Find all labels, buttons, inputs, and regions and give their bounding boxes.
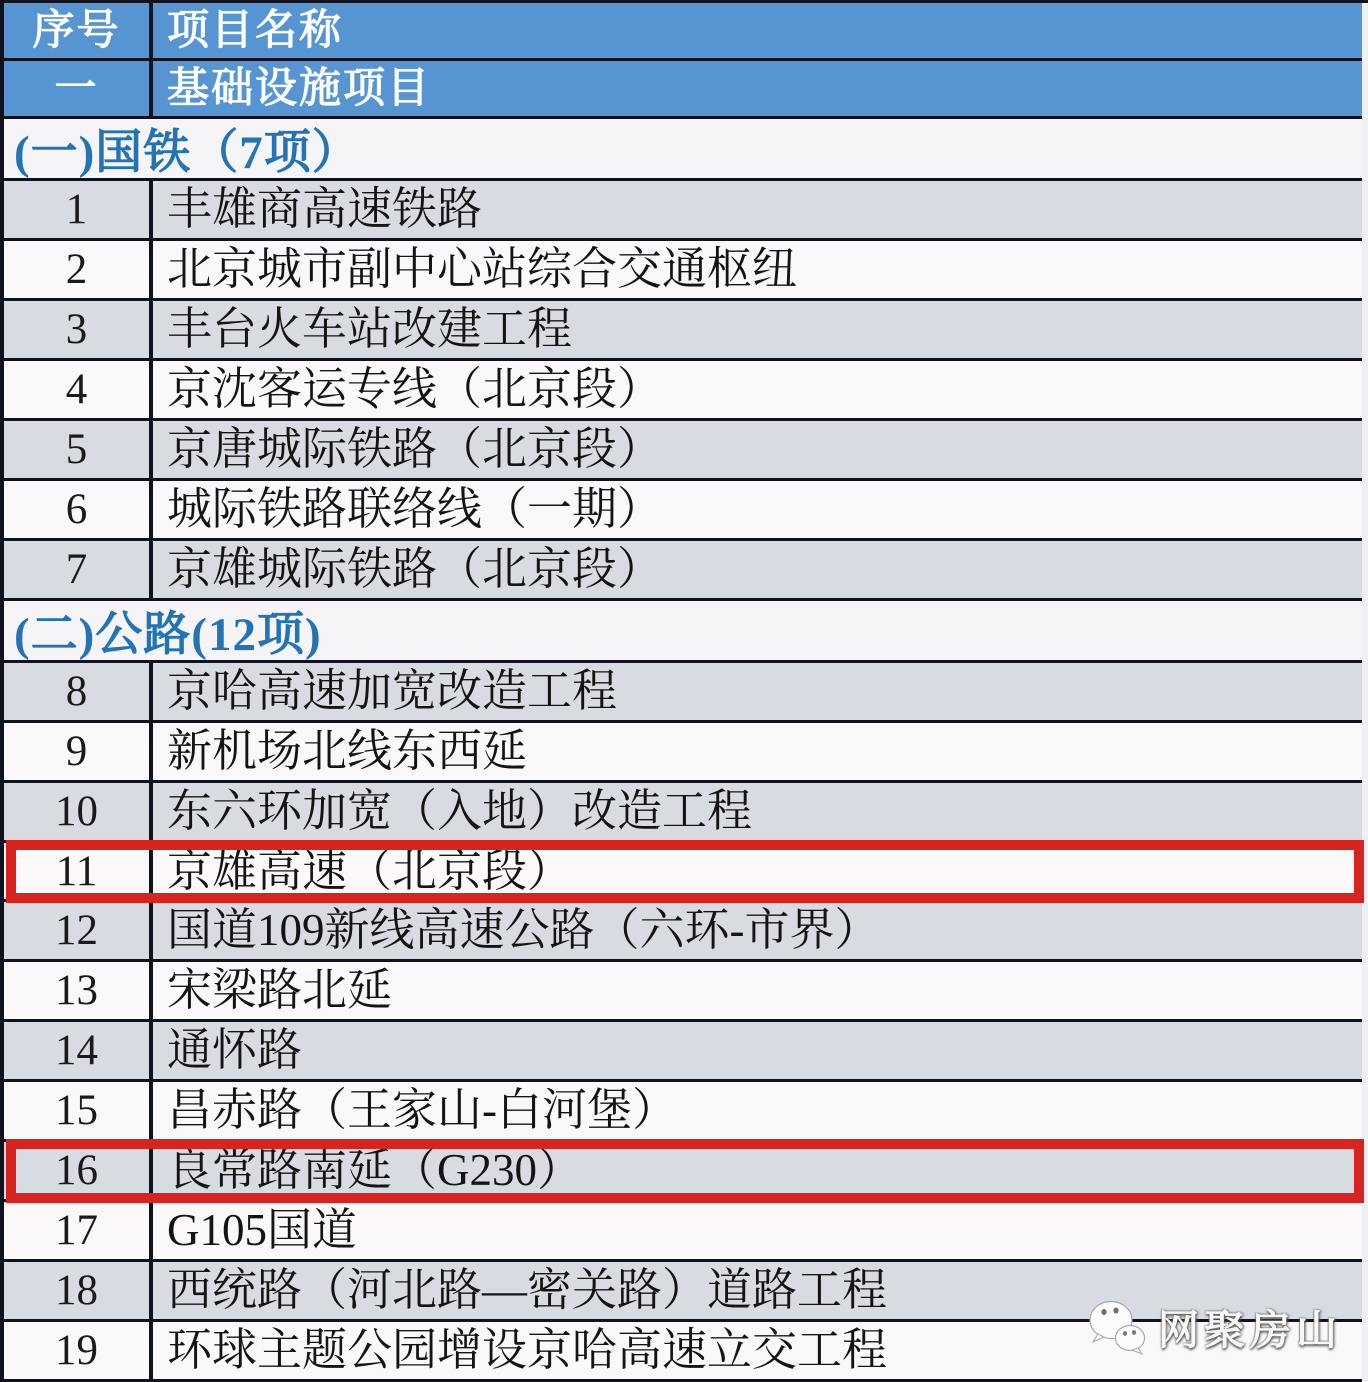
row-number: 5 [4, 421, 153, 478]
row-project-name: 昌赤路（王家山-白河堡） [153, 1082, 1362, 1139]
watermark-text: 网聚房山 [1158, 1307, 1342, 1353]
row-number: 19 [4, 1322, 153, 1379]
row-project-name: 东六环加宽（入地）改造工程 [153, 783, 1362, 840]
category-number: 一 [4, 61, 153, 116]
section-title: (一)国铁（7项） [14, 127, 360, 179]
table-row [0, 301, 1362, 361]
section-title: (二)公路(12项) [14, 608, 322, 661]
row-number: 9 [4, 723, 153, 780]
row-project-name: 良常路南延（G230） [153, 1142, 1362, 1199]
table-row [0, 481, 1362, 541]
table-row [0, 902, 1362, 962]
row-number: 17 [4, 1202, 153, 1259]
row-project-name: 西统路（河北路—密关路）道路工程 [153, 1262, 1362, 1319]
category-row [0, 61, 1362, 119]
row-project-name: 丰雄商高速铁路 [153, 181, 1362, 238]
table-row [0, 1082, 1362, 1142]
row-project-name: 国道109新线高速公路（六环-市界） [153, 902, 1362, 959]
table-row [0, 241, 1362, 301]
table-body [0, 119, 1368, 1382]
row-project-name: 通怀路 [153, 1022, 1362, 1079]
table-header-row [0, 3, 1362, 61]
category-name: 基础设施项目 [153, 61, 1362, 116]
row-project-name: 丰台火车站改建工程 [153, 301, 1362, 358]
section-header [0, 601, 1362, 663]
row-project-name: 宋梁路北延 [153, 962, 1362, 1019]
row-project-name: 环球主题公园增设京哈高速立交工程 [153, 1322, 1362, 1379]
row-project-name: 京雄城际铁路（北京段） [153, 541, 1362, 598]
row-project-name: 京唐城际铁路（北京段） [153, 421, 1362, 478]
table-row [0, 843, 1362, 903]
row-number: 2 [4, 241, 153, 298]
row-number: 14 [4, 1022, 153, 1079]
row-number: 7 [4, 541, 153, 598]
row-number: 11 [4, 843, 153, 900]
row-project-name: 北京城市副中心站综合交通枢纽 [153, 241, 1362, 298]
table-row [0, 1022, 1362, 1082]
section-header [0, 119, 1362, 181]
header-col-number: 序号 [4, 3, 153, 58]
row-number: 6 [4, 481, 153, 538]
header-col-name: 项目名称 [153, 3, 1362, 58]
watermark [1086, 1297, 1342, 1356]
row-project-name: 城际铁路联络线（一期） [153, 481, 1362, 538]
row-project-name: G105国道 [153, 1202, 1362, 1259]
row-number: 3 [4, 301, 153, 358]
row-number: 12 [4, 902, 153, 959]
wechat-icon [1086, 1298, 1148, 1356]
table-row [0, 663, 1362, 723]
table-row [0, 421, 1362, 481]
row-number: 15 [4, 1082, 153, 1139]
table-row [0, 1142, 1362, 1202]
table-row [0, 783, 1362, 843]
row-number: 13 [4, 962, 153, 1019]
table-row [0, 962, 1362, 1022]
row-number: 18 [4, 1262, 153, 1319]
row-project-name: 京哈高速加宽改造工程 [153, 663, 1362, 720]
row-project-name: 京雄高速（北京段） [153, 843, 1362, 900]
row-project-name: 京沈客运专线（北京段） [153, 361, 1362, 418]
row-project-name: 新机场北线东西延 [153, 723, 1362, 780]
row-number: 1 [4, 181, 153, 238]
row-number: 16 [4, 1142, 153, 1199]
table-row [0, 723, 1362, 783]
row-number: 4 [4, 361, 153, 418]
table-row [0, 181, 1362, 241]
table-row [0, 1202, 1362, 1262]
row-number: 10 [4, 783, 153, 840]
table-row [0, 541, 1362, 601]
row-number: 8 [4, 663, 153, 720]
table-row [0, 361, 1362, 421]
